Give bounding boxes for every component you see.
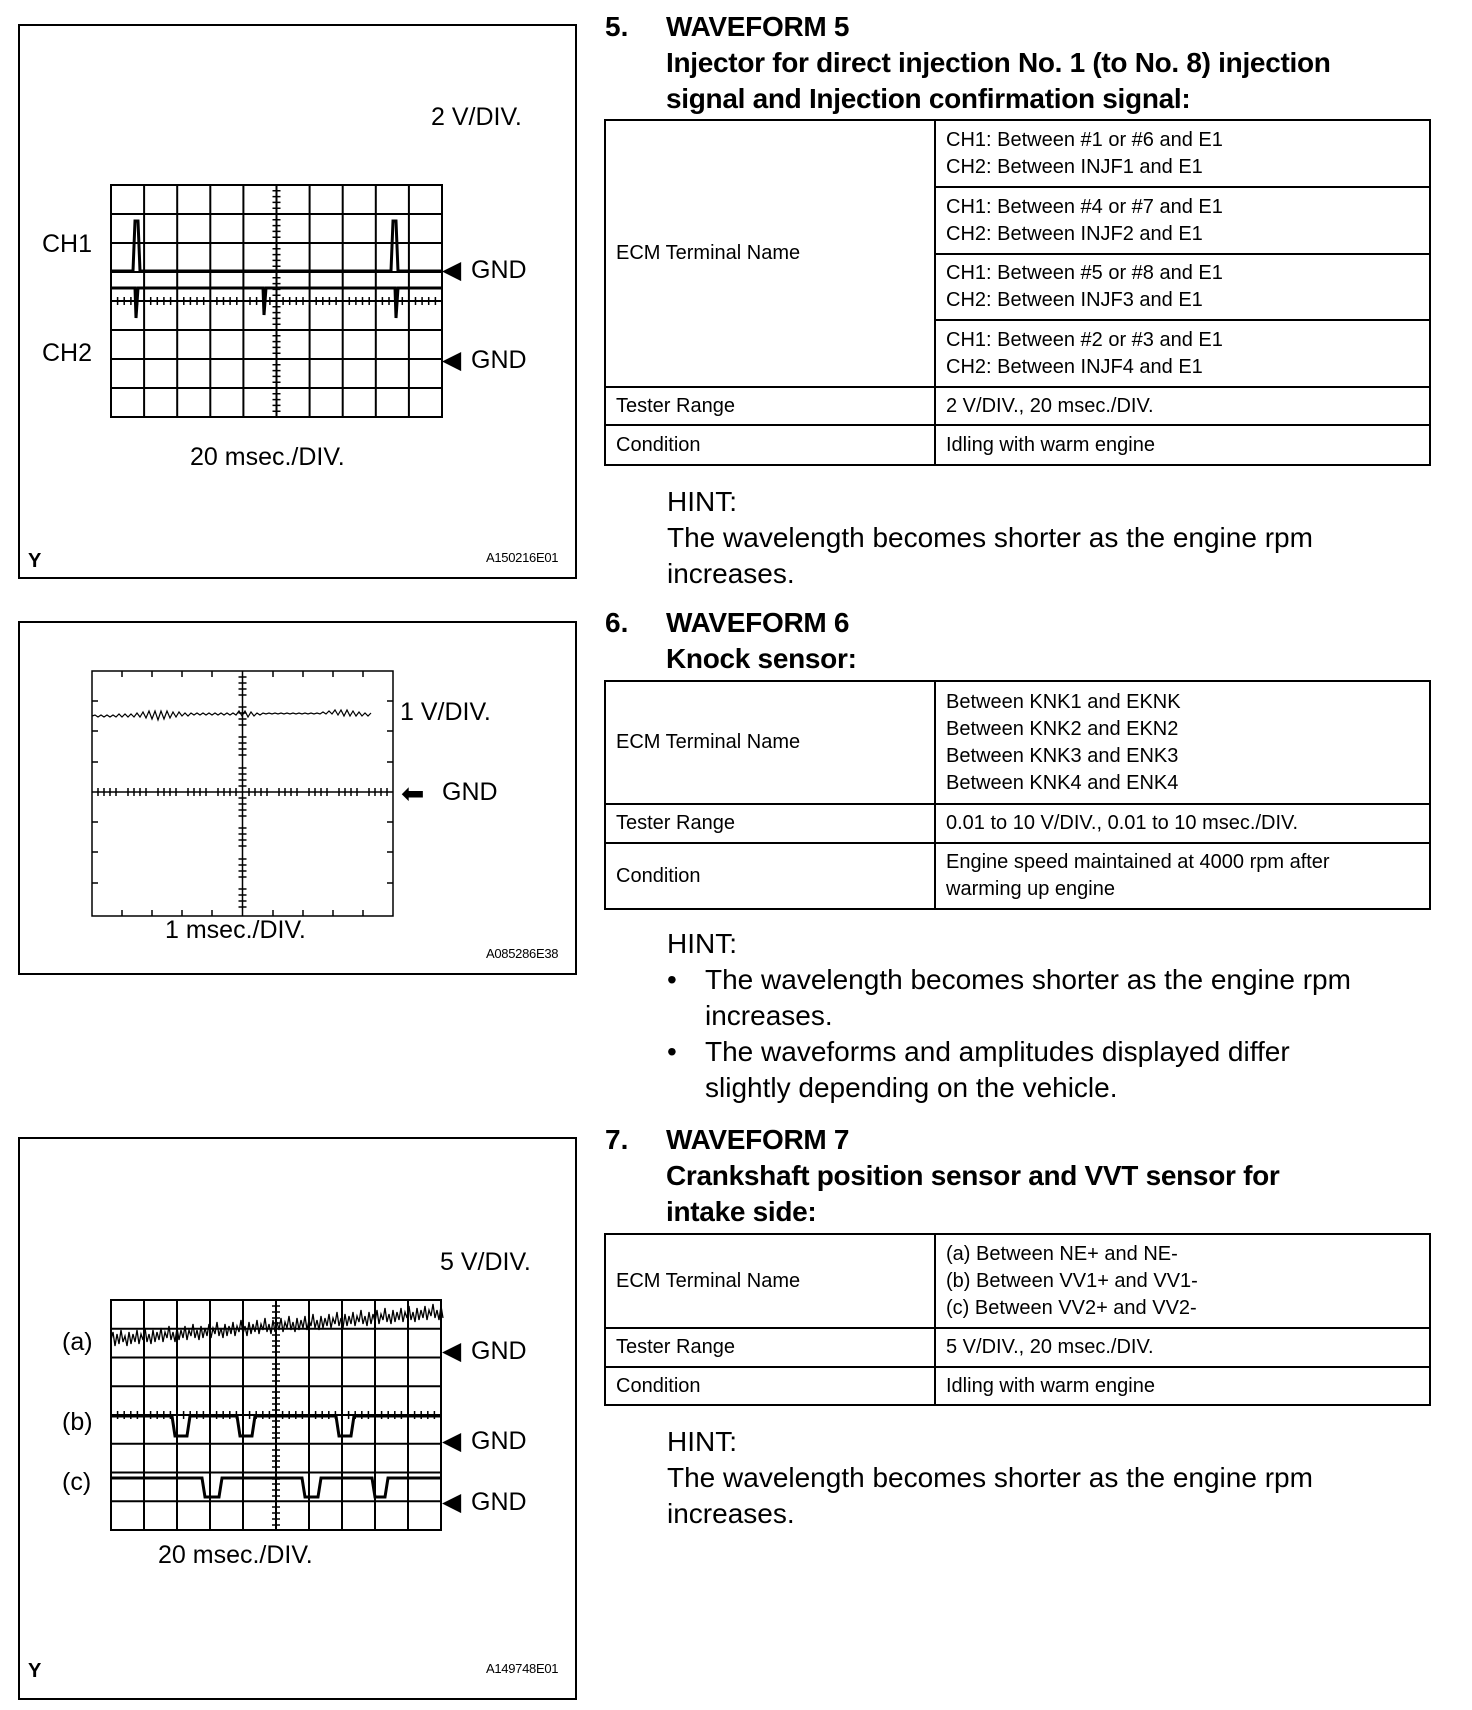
ecm-terminal-label: ECM Terminal Name [605,120,935,387]
figure-id: A150216E01 [486,550,559,565]
gnd-label: GND [442,778,498,806]
gnd-label-c: GND [471,1488,527,1516]
hint-label: HINT: [667,928,737,959]
ecm-terminal-label: ECM Terminal Name [605,1234,935,1328]
arrow-left-icon: ⬅ [401,778,425,809]
knock-terminal: Between KNK1 and EKNK [946,690,1181,713]
arrow-left-icon: ◀ [442,1427,462,1455]
arrow-left-icon: ◀ [442,346,462,374]
ecm-terminal-value [935,120,1430,187]
tester-range-label: Tester Range [605,387,935,425]
section-subtitle: Crankshaft position sensor and VVT sensor for [666,1160,1280,1191]
channel-label-a: (a) [62,1328,93,1356]
knock-terminal: Between KNK3 and ENK3 [946,744,1179,767]
hint-text: increases. [667,1498,795,1529]
figure-id: A085286E38 [486,946,559,961]
sensor-terminal: (b) Between VV1+ and VV1- [946,1269,1198,1292]
oscilloscope-grid-3 [100,1290,452,1542]
section-subtitle: Knock sensor: [666,643,857,674]
channel-label-ch1: CH1 [42,230,93,258]
section-number: 7. [605,1124,629,1155]
time-div-label: 20 msec./DIV. [190,443,345,471]
ch2-terminal: CH2: Between INJF2 and E1 [946,222,1203,245]
condition-label: Condition [605,425,935,465]
hint-label: HINT: [667,1426,737,1457]
hint-text: The waveforms and amplitudes displayed differ [705,1036,1290,1067]
ch2-terminal: CH2: Between INJF4 and E1 [946,355,1203,378]
time-div-label: 1 msec./DIV. [165,916,306,944]
ch1-terminal: CH1: Between #5 or #8 and E1 [946,262,1223,284]
gnd-marker [401,780,424,808]
ecm-terminal-value [935,187,1430,254]
gnd-label-ch1: GND [471,256,527,284]
channel-label-c: (c) [62,1468,92,1496]
hint-text: The wavelength becomes shorter as the engine rpm [705,964,1351,995]
hint-text: slightly depending on the vehicle. [705,1072,1118,1103]
hint-text: increases. [667,558,795,589]
gnd-marker-b [442,1429,461,1454]
condition-value: Idling with warm engine [935,1367,1430,1405]
spec-table-waveform-6 [604,680,1431,910]
volt-div-label: 1 V/DIV. [400,698,491,726]
condition-line: Engine speed maintained at 4000 rpm after [946,851,1330,873]
arrow-left-icon: ◀ [442,1337,462,1365]
ecm-terminal-value [935,681,1430,804]
tester-range-value: 2 V/DIV., 20 msec./DIV. [935,387,1430,425]
gnd-label-ch2: GND [471,346,527,374]
section-heading: WAVEFORM 6 [666,607,850,638]
channel-label-ch2: CH2 [42,339,93,367]
condition-value [935,843,1430,909]
bullet-icon: • [667,964,677,995]
corner-mark: Y [28,550,42,572]
tester-range-label: Tester Range [605,1328,935,1367]
tester-range-label: Tester Range [605,804,935,843]
gnd-label-b: GND [471,1427,527,1455]
figure-id: A149748E01 [486,1661,559,1676]
sensor-terminal: (a) Between NE+ and NE- [946,1242,1178,1265]
section-heading: WAVEFORM 7 [666,1124,850,1155]
tester-range-value: 0.01 to 10 V/DIV., 0.01 to 10 msec./DIV. [935,804,1430,843]
section-subtitle: signal and Injection confirmation signal: [666,83,1191,114]
ch2-terminal: CH2: Between INJF1 and E1 [946,155,1203,178]
condition-label: Condition [605,843,935,909]
time-div-label: 20 msec./DIV. [158,1541,313,1569]
gnd-marker-ch1 [442,258,461,283]
ch2-terminal: CH2: Between INJF3 and E1 [946,289,1203,311]
hint-text: The wavelength becomes shorter as the engine rpm [667,1462,1313,1493]
hint-text: increases. [705,1000,833,1031]
spec-table-waveform-5 [604,119,1431,466]
corner-mark: Y [28,1660,42,1682]
condition-line: warming up engine [946,878,1115,900]
section-number: 5. [605,11,629,42]
gnd-label-a: GND [471,1337,527,1365]
tester-range-value: 5 V/DIV., 20 msec./DIV. [935,1328,1430,1367]
gnd-marker-ch2 [442,348,461,373]
sensor-terminal: (c) Between VV2+ and VV2- [946,1296,1197,1319]
hint-text: The wavelength becomes shorter as the engine rpm [667,522,1313,553]
channel-label-b: (b) [62,1408,93,1436]
bullet-icon: • [667,1036,677,1067]
ch1-terminal: CH1: Between #4 or #7 and E1 [946,195,1223,218]
ch1-terminal: CH1: Between #1 or #6 and E1 [946,128,1223,151]
section-subtitle: intake side: [666,1196,817,1227]
ecm-terminal-value [935,1234,1430,1328]
ch1-terminal: CH1: Between #2 or #3 and E1 [946,328,1223,351]
condition-label: Condition [605,1367,935,1405]
spec-table-waveform-7 [604,1233,1431,1406]
arrow-left-icon: ◀ [442,256,462,284]
ecm-terminal-value [935,320,1430,387]
volt-div-label: 2 V/DIV. [431,103,522,131]
section-heading: WAVEFORM 5 [666,11,850,42]
volt-div-label: 5 V/DIV. [440,1248,531,1276]
section-subtitle: Injector for direct injection No. 1 (to No. 8) injection [666,47,1331,78]
ecm-terminal-value [935,254,1430,320]
gnd-marker-c [442,1490,461,1515]
oscilloscope-grid-2 [82,661,402,923]
section-number: 6. [605,607,629,638]
condition-value: Idling with warm engine [935,425,1430,465]
knock-terminal: Between KNK2 and EKN2 [946,717,1179,740]
hint-label: HINT: [667,486,737,517]
ecm-terminal-label: ECM Terminal Name [605,681,935,804]
arrow-left-icon: ◀ [442,1488,462,1516]
knock-terminal: Between KNK4 and ENK4 [946,771,1179,794]
gnd-marker-a [442,1339,461,1364]
oscilloscope-grid-1 [100,175,572,435]
